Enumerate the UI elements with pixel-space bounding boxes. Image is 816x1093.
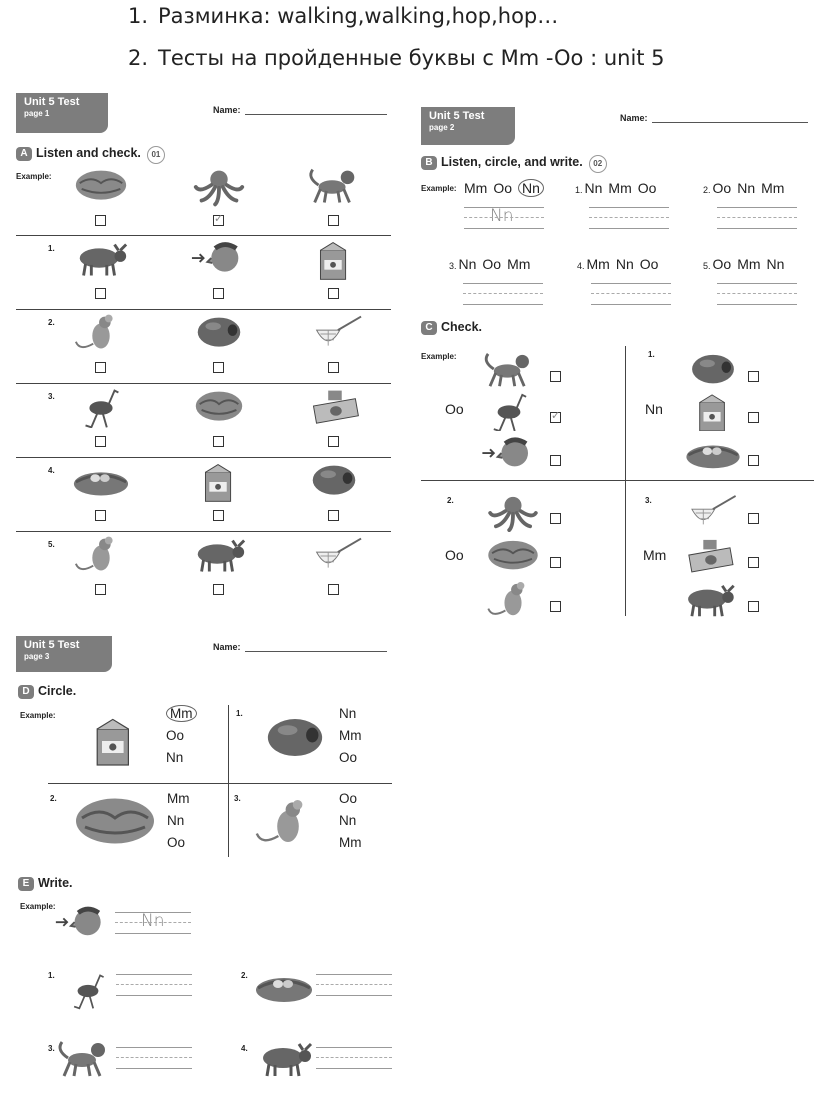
traced-letters: Nn: [490, 206, 514, 226]
answer-checkbox[interactable]: [748, 455, 759, 466]
name-label: Name:: [620, 113, 648, 123]
section-a-title: [16, 146, 165, 164]
letter-option[interactable]: Oo: [712, 256, 732, 272]
letter-choices: [703, 180, 790, 196]
item-number: 5.: [48, 540, 55, 549]
monkey-picture: [305, 167, 363, 207]
answer-checkbox[interactable]: [213, 362, 224, 373]
nest-picture: [254, 968, 314, 1008]
letter-option[interactable]: Oo: [637, 180, 657, 196]
letter-option[interactable]: Nn: [458, 256, 477, 272]
nut-picture: [190, 388, 248, 428]
item-number: 3.: [48, 392, 55, 401]
section-title: Write.: [38, 876, 73, 890]
olive-picture: [190, 314, 248, 354]
mouse-picture: [484, 582, 542, 620]
page3-header: [16, 636, 112, 672]
letter-option[interactable]: Nn: [584, 180, 603, 196]
ostrich-picture: [480, 393, 538, 431]
page-label: page 1: [24, 109, 50, 118]
olive-picture: [258, 712, 332, 768]
writing-lines[interactable]: [464, 207, 544, 229]
section-badge: E: [18, 877, 34, 891]
walnut-picture: [70, 794, 160, 854]
section-title: Check.: [441, 320, 482, 334]
example-label: Example:: [20, 711, 56, 720]
letter-option[interactable]: Oo: [493, 180, 513, 196]
example-label: Example:: [20, 902, 56, 911]
answer-checkbox[interactable]: [550, 601, 561, 612]
answer-checkbox[interactable]: [748, 412, 759, 423]
instruction-number: 2.: [128, 46, 149, 70]
letter-option[interactable]: Mm: [167, 791, 190, 806]
monkey-picture: [54, 1038, 114, 1082]
letter-option[interactable]: Mm: [339, 728, 362, 743]
ostrich-picture: [72, 388, 130, 428]
letter-option[interactable]: Oo: [166, 728, 185, 743]
letter-option[interactable]: Nn: [339, 706, 357, 721]
nest-picture: [684, 436, 742, 474]
item-number: 4.: [48, 466, 55, 475]
answer-checkbox[interactable]: [95, 436, 106, 447]
target-letter: Mm: [643, 547, 667, 563]
answer-checkbox[interactable]: [95, 362, 106, 373]
item-number: 1.: [48, 971, 55, 980]
answer-checkbox[interactable]: [213, 215, 224, 226]
nose-picture: [190, 240, 248, 280]
audio-track-icon: 01: [147, 146, 165, 164]
writing-lines[interactable]: [589, 207, 669, 229]
example-label: Example:: [421, 184, 457, 193]
section-title: Listen, circle, and write.: [441, 155, 583, 169]
writing-lines[interactable]: [116, 974, 192, 996]
answer-checkbox[interactable]: [95, 288, 106, 299]
ostrich-picture: [62, 970, 114, 1012]
section-title: Circle.: [38, 684, 77, 698]
writing-lines[interactable]: [316, 1047, 392, 1069]
letter-option[interactable]: Mm: [586, 256, 610, 272]
mouse-picture: [72, 536, 130, 576]
section-title: Listen and check.: [36, 146, 141, 160]
answer-checkbox[interactable]: [748, 557, 759, 568]
answer-checkbox[interactable]: [328, 584, 339, 595]
section-b-title: [421, 155, 607, 173]
ox-picture: [254, 1040, 316, 1080]
letter-option[interactable]: Oo: [167, 835, 186, 850]
item-number: 1.: [236, 709, 243, 718]
item-number: 3.: [449, 261, 457, 271]
answer-checkbox[interactable]: [328, 362, 339, 373]
audio-track-icon: 02: [589, 155, 607, 173]
writing-lines[interactable]: [115, 912, 191, 934]
grid-divider: [228, 705, 229, 857]
letter-option[interactable]: Oo: [339, 791, 358, 806]
example-label: Example:: [16, 172, 52, 181]
section-c-title: [421, 320, 482, 335]
page3-name-field: [213, 642, 387, 652]
olive-picture: [684, 352, 742, 390]
answer-checkbox[interactable]: [328, 510, 339, 521]
row-divider: [16, 309, 391, 310]
item-number: 3.: [645, 496, 652, 505]
ox-picture: [680, 582, 738, 620]
row-divider: [16, 383, 391, 384]
letter-choices: [575, 180, 662, 196]
item-number: 1.: [648, 350, 655, 359]
writing-lines[interactable]: [717, 207, 797, 229]
nose-picture: [480, 436, 538, 474]
item-number: 3.: [234, 794, 241, 803]
letter-option[interactable]: Mm: [737, 256, 761, 272]
answer-checkbox[interactable]: [328, 288, 339, 299]
answer-checkbox[interactable]: [95, 510, 106, 521]
item-number: 1.: [575, 185, 583, 195]
letter-option[interactable]: Nn: [615, 256, 634, 272]
item-number: 2.: [48, 318, 55, 327]
answer-checkbox[interactable]: [213, 584, 224, 595]
walnut-picture: [72, 167, 130, 207]
letter-option[interactable]: Nn: [518, 179, 544, 197]
item-number: 2.: [703, 185, 711, 195]
net-picture: [680, 494, 738, 532]
item-number: 1.: [48, 244, 55, 253]
monkey-picture: [480, 352, 538, 390]
grid-divider: [421, 480, 814, 481]
answer-checkbox[interactable]: [550, 371, 561, 382]
answer-checkbox[interactable]: [748, 513, 759, 524]
row-divider: [16, 531, 391, 532]
letter-option[interactable]: Nn: [339, 813, 357, 828]
letter-option[interactable]: Oo: [639, 256, 659, 272]
walnut-picture: [484, 538, 542, 576]
milk-picture: [78, 710, 150, 772]
answer-checkbox[interactable]: [213, 288, 224, 299]
writing-lines[interactable]: [316, 974, 392, 996]
target-letter: Oo: [445, 401, 464, 417]
instruction-text: Разминка: walking,walking,hop,hop…: [158, 4, 559, 28]
page1-name-field: [213, 105, 387, 115]
section-e-title: [18, 876, 73, 891]
olive-picture: [305, 462, 363, 502]
section-badge: C: [421, 321, 437, 335]
net-picture: [305, 314, 363, 354]
target-letter: Oo: [445, 547, 464, 563]
nest-picture: [72, 462, 130, 502]
letter-choices: [449, 256, 536, 272]
letter-option[interactable]: Oo: [482, 256, 502, 272]
example-label: Example:: [421, 352, 457, 361]
money-picture: [680, 538, 738, 576]
ox-picture: [72, 240, 130, 280]
letter-option[interactable]: Nn: [766, 256, 785, 272]
page2-name-field: [620, 113, 808, 123]
letter-choices: [703, 256, 790, 272]
answer-checkbox[interactable]: [213, 510, 224, 521]
section-badge: B: [421, 156, 437, 170]
row-divider: [16, 235, 391, 236]
item-number: 4.: [241, 1044, 248, 1053]
letter-option[interactable]: Mm: [507, 256, 531, 272]
answer-checkbox[interactable]: [550, 455, 561, 466]
answer-checkbox[interactable]: [550, 513, 561, 524]
milk-picture: [684, 393, 742, 431]
letter-option[interactable]: Mm: [339, 835, 362, 850]
mouse-picture: [72, 314, 130, 354]
instruction-text: Тесты на пройденные буквы с Mm -Oo : unit 5: [158, 46, 665, 70]
instruction-number: 1.: [128, 4, 149, 28]
letter-option[interactable]: Mm: [761, 180, 785, 196]
item-number: 2.: [447, 496, 454, 505]
answer-checkbox[interactable]: [550, 412, 561, 423]
nose-picture: [54, 902, 110, 946]
answer-checkbox[interactable]: [748, 371, 759, 382]
letter-option[interactable]: Oo: [339, 750, 358, 765]
ox-picture: [190, 536, 248, 576]
letter-choices: [464, 180, 550, 196]
name-label: Name:: [213, 105, 241, 115]
letter-option[interactable]: Mm: [464, 180, 488, 196]
net-picture: [305, 536, 363, 576]
item-number: 3.: [48, 1044, 55, 1053]
section-badge: D: [18, 685, 34, 699]
money-picture: [305, 388, 363, 428]
letter-option[interactable]: Oo: [712, 180, 732, 196]
writing-lines[interactable]: [717, 283, 797, 305]
test-title: Unit 5 Test: [24, 639, 80, 651]
letter-option[interactable]: Nn: [167, 813, 185, 828]
page-label: page 3: [24, 652, 50, 661]
mouse-picture: [252, 794, 324, 854]
milk-picture: [305, 240, 363, 280]
answer-checkbox[interactable]: [328, 215, 339, 226]
answer-checkbox[interactable]: [328, 436, 339, 447]
item-number: 5.: [703, 261, 711, 271]
octopus-picture: [190, 167, 248, 207]
item-number: 2.: [241, 971, 248, 980]
row-divider: [16, 457, 391, 458]
test-title: Unit 5 Test: [429, 110, 485, 122]
name-label: Name:: [213, 642, 241, 652]
milk-picture: [190, 462, 248, 502]
octopus-picture: [484, 494, 542, 532]
answer-checkbox[interactable]: [95, 215, 106, 226]
item-number: 2.: [50, 794, 57, 803]
page-label: page 2: [429, 123, 455, 132]
section-badge: A: [16, 147, 32, 161]
letter-option[interactable]: Mm: [166, 706, 197, 721]
grid-divider: [48, 783, 392, 784]
traced-letters: Nn: [141, 911, 165, 931]
writing-lines[interactable]: [591, 283, 671, 305]
letter-option[interactable]: Mm: [608, 180, 632, 196]
section-d-title: [18, 684, 76, 699]
page2-header: [421, 107, 515, 145]
letter-option[interactable]: Nn: [737, 180, 756, 196]
answer-checkbox[interactable]: [213, 436, 224, 447]
writing-lines[interactable]: [463, 283, 543, 305]
letter-choices: [577, 256, 664, 272]
letter-option[interactable]: Nn: [166, 750, 184, 765]
page1-header: [16, 93, 108, 133]
item-number: 4.: [577, 261, 585, 271]
answer-checkbox[interactable]: [550, 557, 561, 568]
test-title: Unit 5 Test: [24, 96, 80, 108]
writing-lines[interactable]: [116, 1047, 192, 1069]
answer-checkbox[interactable]: [748, 601, 759, 612]
target-letter: Nn: [645, 401, 663, 417]
answer-checkbox[interactable]: [95, 584, 106, 595]
